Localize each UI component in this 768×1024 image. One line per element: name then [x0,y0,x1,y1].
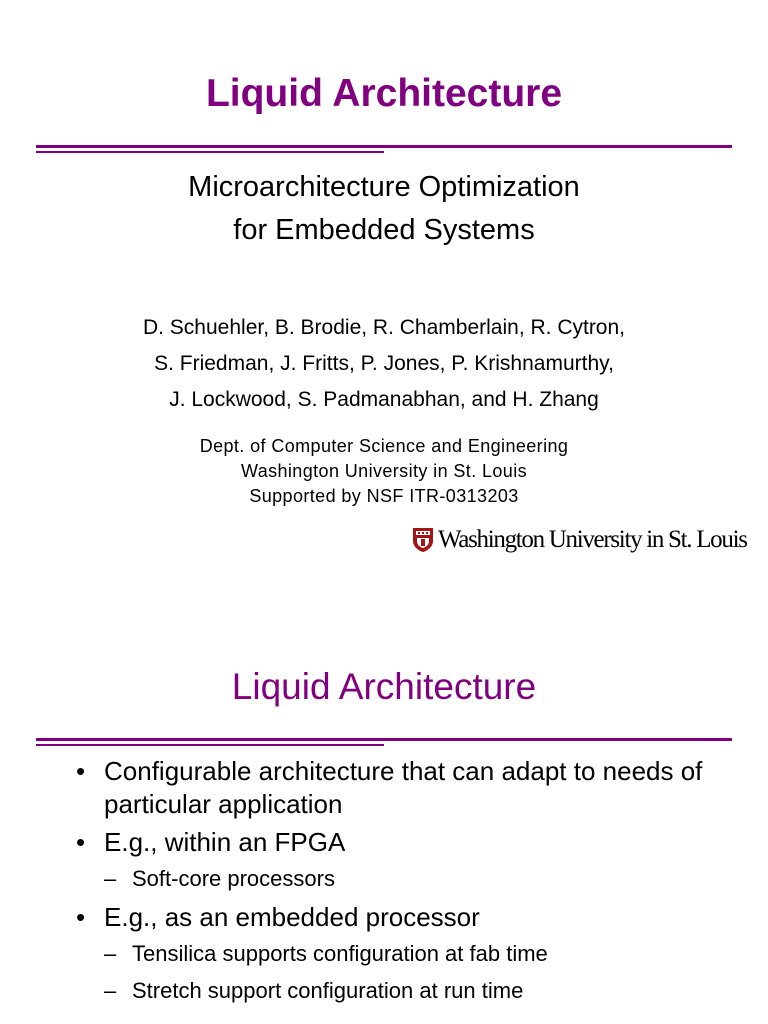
sub-bullet-text: Stretch support configuration at run time [132,978,524,1003]
dash-symbol: – [104,978,117,1003]
affiliation [0,434,768,509]
bullet-item [76,901,756,934]
author-line-3: J. Lockwood, S. Padmanabhan, and H. Zhang [169,388,599,411]
slide1-title: Liquid Architecture [205,72,563,115]
sub-bullet-item [76,939,756,969]
author-list [0,310,768,418]
sub-bullet-item [76,976,756,1006]
slide2-title: Liquid Architecture [231,666,537,707]
subtitle-line-1: Microarchitecture Optimization [188,171,580,203]
rule-thin-line [36,744,384,746]
author-line-2: S. Friedman, J. Fritts, P. Jones, P. Krishnamurthy, [154,352,614,375]
author-line-1: D. Schuehler, B. Brodie, R. Chamberlain, R. Cytron, [142,316,626,339]
bullet-item [76,755,756,821]
affiliation-dept: Dept. of Computer Science and Engineering [199,436,569,456]
sub-bullet-text: Soft-core processors [132,866,335,891]
slide1-subtitle [0,166,768,252]
rule-thick-line [36,145,732,148]
logo-wordmark: Washington University in St. Louis [438,526,747,553]
sub-bullet-text: Tensilica supports configuration at fab time [132,941,548,966]
bullet-symbol: • [76,902,86,932]
university-shield-icon [412,527,434,553]
university-logo [412,525,747,555]
bullet-text: E.g., as an embedded processor [104,902,480,932]
rule-thin-line [36,151,384,153]
rule-thick-line [36,738,732,741]
slide2-bullet-list [76,755,756,1013]
bullet-symbol: • [76,756,86,786]
sub-bullet-item [76,864,756,894]
bullet-text: E.g., within an FPGA [104,827,346,857]
bullet-item [76,826,756,859]
bullet-text: Configurable architecture that can adapt to needs of particular application [104,756,703,819]
dash-symbol: – [104,941,117,966]
affiliation-funding: Supported by NSF ITR-0313203 [249,486,519,506]
dash-symbol: – [104,866,117,891]
bullet-symbol: • [76,827,86,857]
subtitle-line-2: for Embedded Systems [233,214,535,246]
affiliation-university: Washington University in St. Louis [240,461,528,481]
